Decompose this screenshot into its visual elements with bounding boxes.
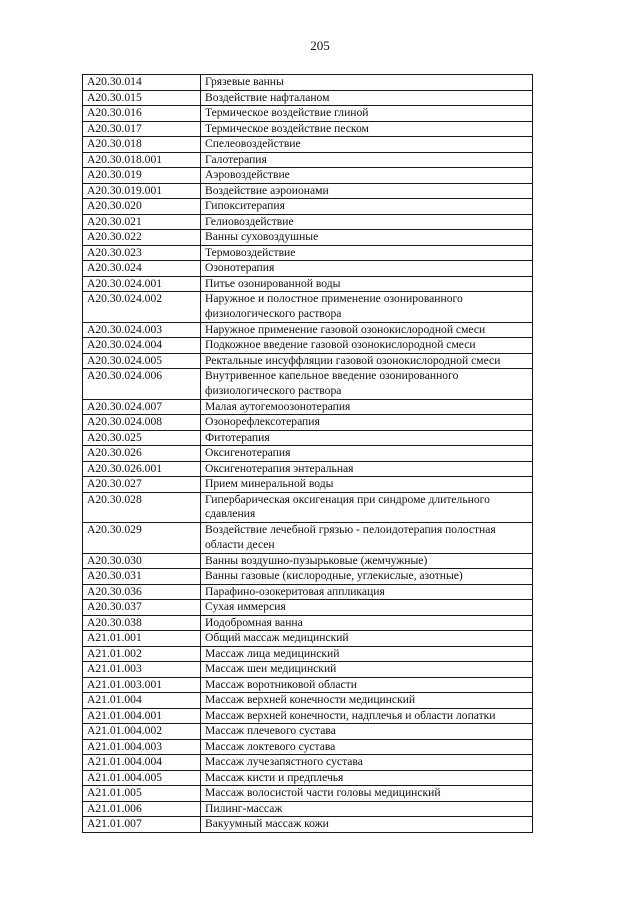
service-name: Внутривенное капельное введение озонированного физиологического раствора [201, 369, 533, 400]
service-code: A20.30.017 [83, 121, 201, 137]
table-row [83, 724, 533, 740]
table-row [83, 708, 533, 724]
service-name: Ванны газовые (кислородные, углекислые, азотные) [201, 569, 533, 585]
service-code: A20.30.020 [83, 199, 201, 215]
table-row [83, 523, 533, 554]
table-row [83, 477, 533, 493]
table-row [83, 90, 533, 106]
service-name: Термовоздействие [201, 245, 533, 261]
service-name: Массаж плечевого сустава [201, 724, 533, 740]
service-code: A20.30.016 [83, 106, 201, 122]
service-code: A21.01.006 [83, 801, 201, 817]
service-code: A20.30.014 [83, 75, 201, 91]
service-code: A20.30.015 [83, 90, 201, 106]
service-code: A21.01.003.001 [83, 677, 201, 693]
service-code: A21.01.004.003 [83, 739, 201, 755]
table-row [83, 292, 533, 323]
table-row [83, 214, 533, 230]
service-name: Оксигенотерапия [201, 446, 533, 462]
table-row [83, 801, 533, 817]
service-name: Массаж локтевого сустава [201, 739, 533, 755]
table-row [83, 461, 533, 477]
service-name: Вакуумный массаж кожи [201, 817, 533, 833]
service-code: A20.30.024.008 [83, 415, 201, 431]
service-name: Малая аутогемоозонотерапия [201, 399, 533, 415]
service-code: A20.30.021 [83, 214, 201, 230]
service-code: A20.30.029 [83, 523, 201, 554]
service-code: A21.01.007 [83, 817, 201, 833]
service-name: Гелиовоздействие [201, 214, 533, 230]
service-code: A21.01.004.001 [83, 708, 201, 724]
service-name: Питье озонированной воды [201, 276, 533, 292]
table-row [83, 75, 533, 91]
service-name: Гипокситерапия [201, 199, 533, 215]
table-row [83, 631, 533, 647]
service-name: Пилинг-массаж [201, 801, 533, 817]
service-name: Массаж лучезапястного сустава [201, 755, 533, 771]
service-name: Спелеовоздействие [201, 137, 533, 153]
service-name: Массаж кисти и предплечья [201, 770, 533, 786]
table-row [83, 168, 533, 184]
services-table-body [83, 75, 533, 833]
service-code: A20.30.024.001 [83, 276, 201, 292]
service-name: Озонорефлексотерапия [201, 415, 533, 431]
services-table [82, 74, 533, 833]
service-code: A20.30.027 [83, 477, 201, 493]
table-row [83, 662, 533, 678]
table-row [83, 106, 533, 122]
table-row [83, 152, 533, 168]
service-code: A21.01.004.005 [83, 770, 201, 786]
service-code: A20.30.026.001 [83, 461, 201, 477]
service-name: Оксигенотерапия энтеральная [201, 461, 533, 477]
service-code: A20.30.024.004 [83, 338, 201, 354]
service-code: A20.30.026 [83, 446, 201, 462]
service-code: A20.30.018.001 [83, 152, 201, 168]
service-name: Озонотерапия [201, 261, 533, 277]
table-row [83, 338, 533, 354]
service-name: Массаж верхней конечности, надплечья и области лопатки [201, 708, 533, 724]
service-name: Подкожное введение газовой озонокислородной смеси [201, 338, 533, 354]
table-row [83, 261, 533, 277]
service-name: Ванны суховоздушные [201, 230, 533, 246]
table-row [83, 600, 533, 616]
table-row [83, 276, 533, 292]
service-code: A20.30.037 [83, 600, 201, 616]
service-name: Галотерапия [201, 152, 533, 168]
service-name: Наружное и полостное применение озонированного физиологического раствора [201, 292, 533, 323]
service-name: Термическое воздействие песком [201, 121, 533, 137]
service-code: A21.01.002 [83, 646, 201, 662]
table-row [83, 553, 533, 569]
service-code: A20.30.030 [83, 553, 201, 569]
service-name: Гипербарическая оксигенация при синдроме длительного сдавления [201, 492, 533, 523]
service-name: Воздействие аэроионами [201, 183, 533, 199]
service-name: Массаж волосистой части головы медицинский [201, 786, 533, 802]
table-row [83, 492, 533, 523]
service-code: A20.30.024.006 [83, 369, 201, 400]
service-name: Массаж шеи медицинский [201, 662, 533, 678]
service-name: Массаж воротниковой области [201, 677, 533, 693]
table-row [83, 430, 533, 446]
service-code: A20.30.036 [83, 584, 201, 600]
service-name: Грязевые ванны [201, 75, 533, 91]
table-row [83, 353, 533, 369]
table-row [83, 369, 533, 400]
service-name: Прием минеральной воды [201, 477, 533, 493]
service-code: A20.30.022 [83, 230, 201, 246]
table-row [83, 584, 533, 600]
table-row [83, 770, 533, 786]
table-row [83, 817, 533, 833]
table-row [83, 615, 533, 631]
table-row [83, 121, 533, 137]
service-code: A20.30.024.003 [83, 322, 201, 338]
service-name: Воздействие нафталаном [201, 90, 533, 106]
service-code: A21.01.001 [83, 631, 201, 647]
page-number: 205 [310, 38, 330, 53]
service-name: Наружное применение газовой озонокислородной смеси [201, 322, 533, 338]
table-row [83, 646, 533, 662]
service-name: Воздействие лечебной грязью - пелоидотерапия полостная области десен [201, 523, 533, 554]
table-row [83, 245, 533, 261]
service-name: Массаж лица медицинский [201, 646, 533, 662]
service-name: Парафино-озокеритовая аппликация [201, 584, 533, 600]
table-row [83, 677, 533, 693]
service-name: Фитотерапия [201, 430, 533, 446]
table-row [83, 183, 533, 199]
table-row [83, 569, 533, 585]
table-row [83, 739, 533, 755]
service-name: Массаж верхней конечности медицинский [201, 693, 533, 709]
service-code: A20.30.031 [83, 569, 201, 585]
service-code: A21.01.004 [83, 693, 201, 709]
service-code: A20.30.019 [83, 168, 201, 184]
service-code: A21.01.005 [83, 786, 201, 802]
service-code: A20.30.023 [83, 245, 201, 261]
table-row [83, 693, 533, 709]
service-code: A20.30.019.001 [83, 183, 201, 199]
service-code: A20.30.024.005 [83, 353, 201, 369]
table-row [83, 446, 533, 462]
service-name: Ванны воздушно-пузырьковые (жемчужные) [201, 553, 533, 569]
service-code: A20.30.028 [83, 492, 201, 523]
service-code: A20.30.024 [83, 261, 201, 277]
service-code: A21.01.003 [83, 662, 201, 678]
service-code: A20.30.038 [83, 615, 201, 631]
table-row [83, 322, 533, 338]
table-row [83, 230, 533, 246]
service-name: Иодобромная ванна [201, 615, 533, 631]
service-code: A20.30.025 [83, 430, 201, 446]
table-row [83, 399, 533, 415]
service-name: Ректальные инсуффляции газовой озонокислородной смеси [201, 353, 533, 369]
service-code: A20.30.024.002 [83, 292, 201, 323]
service-name: Аэровоздействие [201, 168, 533, 184]
service-code: A20.30.024.007 [83, 399, 201, 415]
table-row [83, 199, 533, 215]
table-row [83, 755, 533, 771]
service-name: Термическое воздействие глиной [201, 106, 533, 122]
service-code: A21.01.004.002 [83, 724, 201, 740]
service-code: A20.30.018 [83, 137, 201, 153]
table-row [83, 786, 533, 802]
service-name: Общий массаж медицинский [201, 631, 533, 647]
table-row [83, 415, 533, 431]
service-name: Сухая иммерсия [201, 600, 533, 616]
service-code: A21.01.004.004 [83, 755, 201, 771]
table-row [83, 137, 533, 153]
